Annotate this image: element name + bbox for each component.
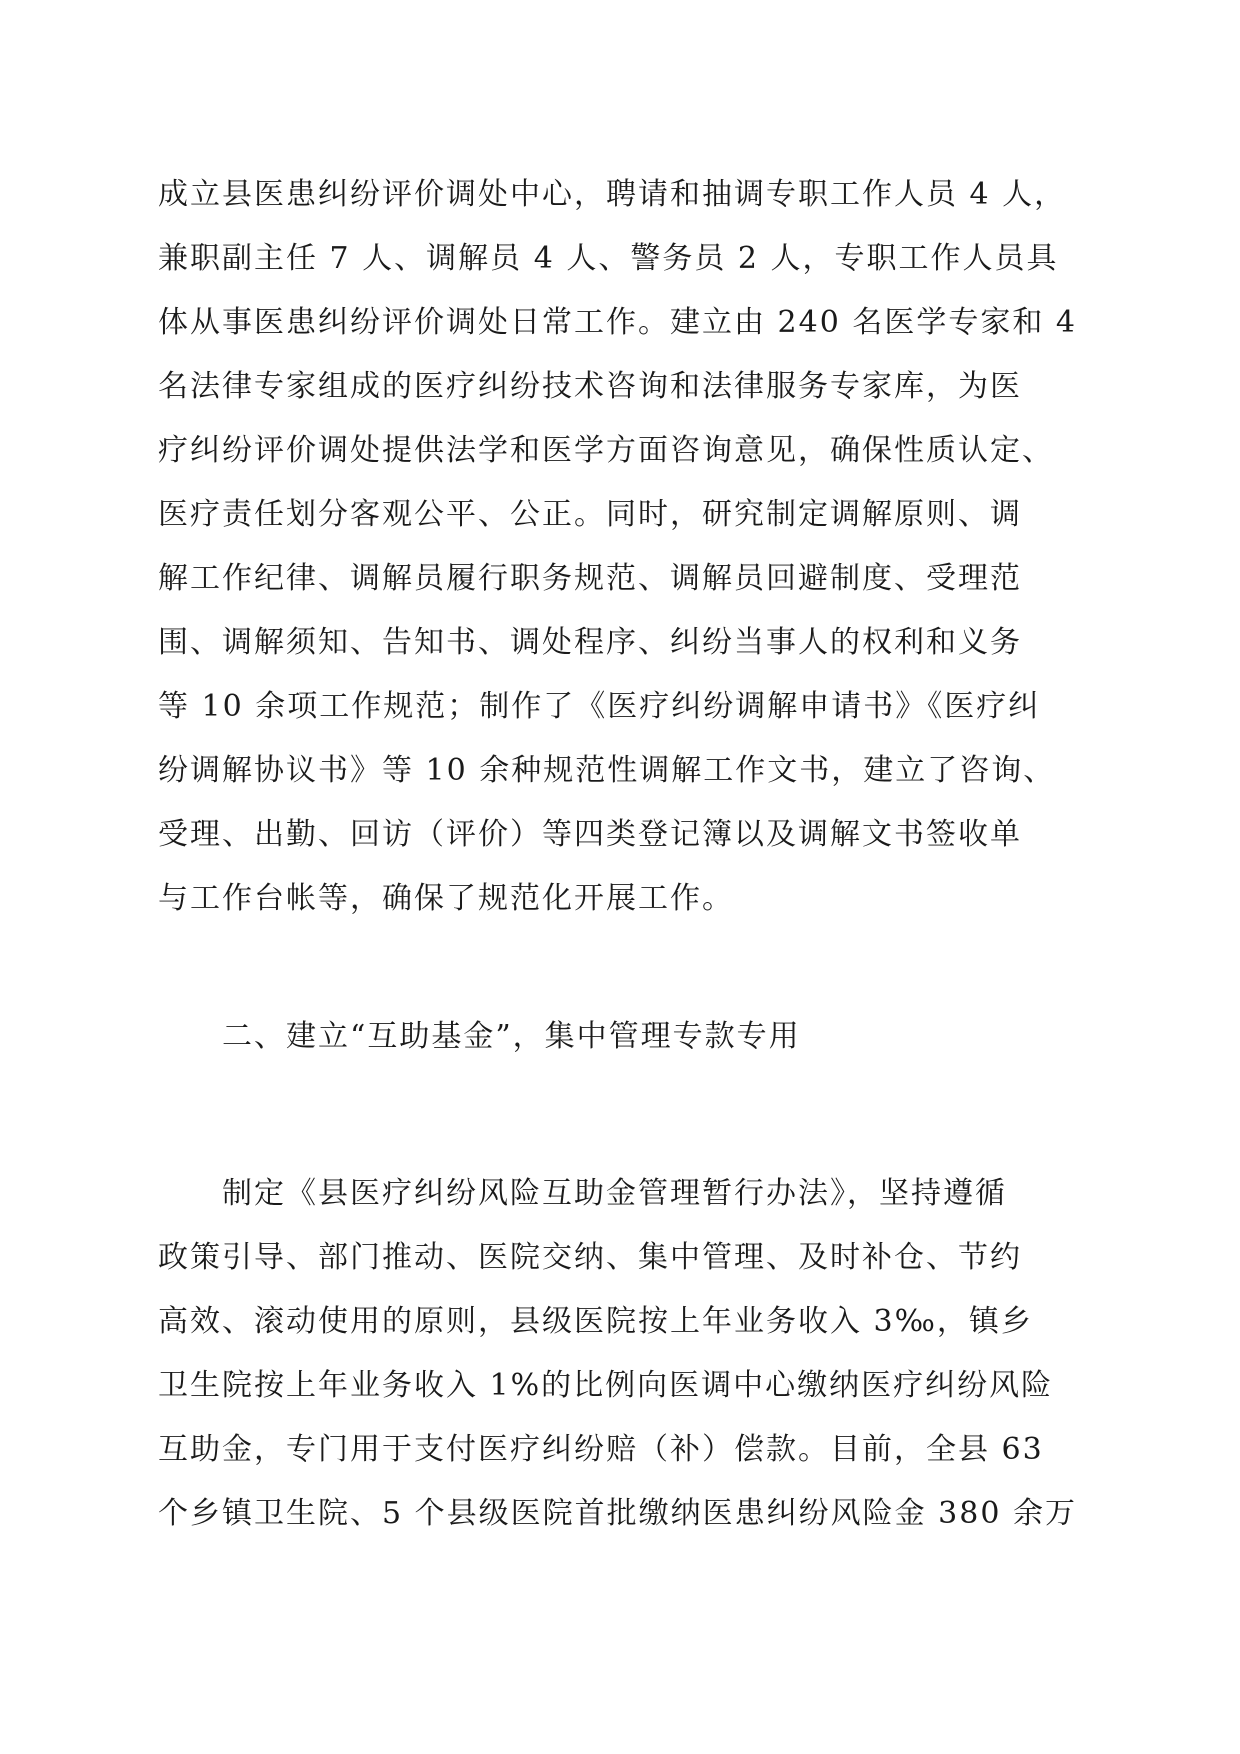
paragraph-2-line: 个乡镇卫生院、5 个县级医院首批缴纳医患纠纷风险金 380 余万 bbox=[158, 1496, 1077, 1531]
paragraph-1-line: 纷调解协议书》等 10 余种规范性调解工作文书，建立了咨询、 bbox=[158, 753, 1056, 788]
paragraph-2-line: 制定《县医疗纠纷风险互助金管理暂行办法》，坚持遵循 bbox=[222, 1176, 1007, 1211]
paragraph-1 bbox=[158, 163, 1098, 931]
paragraph-1-line: 解工作纪律、调解员履行职务规范、调解员回避制度、受理范 bbox=[158, 561, 1022, 596]
paragraph-2-line: 互助金，专门用于支付医疗纠纷赔（补）偿款。目前，全县 63 bbox=[158, 1432, 1044, 1467]
paragraph-2 bbox=[158, 1162, 1098, 1546]
paragraph-1-line: 围、调解须知、告知书、调处程序、纠纷当事人的权利和义务 bbox=[158, 625, 1022, 660]
section-heading-2 bbox=[158, 1005, 1098, 1069]
paragraph-1-line: 受理、出勤、回访（评价）等四类登记簿以及调解文书签收单 bbox=[158, 817, 1022, 852]
paragraph-1-line: 体从事医患纠纷评价调处日常工作。建立由 240 名医学专家和 4 bbox=[158, 305, 1077, 340]
paragraph-1-line: 与工作台帐等，确保了规范化开展工作。 bbox=[158, 881, 734, 916]
paragraph-2-line: 高效、滚动使用的原则，县级医院按上年业务收入 3‰，镇乡 bbox=[158, 1304, 1033, 1339]
paragraph-1-line: 成立县医患纠纷评价调处中心，聘请和抽调专职工作人员 4 人， bbox=[158, 177, 1067, 212]
paragraph-1-line: 等 10 余项工作规范；制作了《医疗纠纷调解申请书》《医疗纠 bbox=[158, 689, 1041, 724]
paragraph-1-line: 名法律专家组成的医疗纠纷技术咨询和法律服务专家库，为医 bbox=[158, 369, 1022, 404]
paragraph-1-line: 兼职副主任 7 人、调解员 4 人、警务员 2 人，专职工作人员具 bbox=[158, 241, 1059, 276]
paragraph-2-line: 政策引导、部门推动、医院交纳、集中管理、及时补仓、节约 bbox=[158, 1240, 1022, 1275]
section-heading-2-text: 二、建立“互助基金”，集中管理专款专用 bbox=[222, 1019, 801, 1054]
paragraph-1-line: 医疗责任划分客观公平、公正。同时，研究制定调解原则、调 bbox=[158, 497, 1022, 532]
paragraph-1-line: 疗纠纷评价调处提供法学和医学方面咨询意见，确保性质认定、 bbox=[158, 433, 1054, 468]
paragraph-2-line: 卫生院按上年业务收入 1%的比例向医调中心缴纳医疗纠纷风险 bbox=[158, 1368, 1054, 1403]
